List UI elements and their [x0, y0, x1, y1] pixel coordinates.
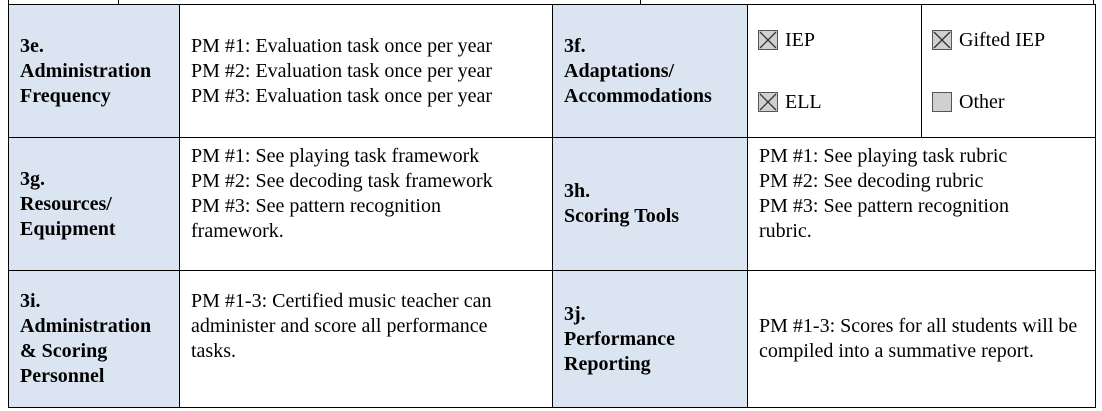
scoring-tools-content [748, 138, 1096, 271]
checked-box-icon[interactable] [932, 30, 952, 50]
table-row [9, 271, 1096, 408]
administration-frequency-content [180, 5, 553, 138]
section-number: 3g. [20, 167, 45, 190]
checkbox-label: Other [959, 90, 1005, 113]
table-row [9, 138, 1096, 271]
pm-line: PM #2: See decoding task framework [191, 170, 493, 192]
section-number: 3f. [564, 34, 586, 57]
pm-line: PM #1: See playing task rubric [759, 145, 1008, 167]
section-title-line: Administration [20, 59, 152, 82]
section-number: 3h. [564, 180, 591, 202]
section-title-line: Adaptations/ [564, 59, 675, 82]
checkbox-label: Gifted IEP [959, 28, 1046, 51]
checkbox-ell[interactable] [758, 87, 921, 117]
section-title-line: Equipment [20, 217, 116, 240]
unchecked-box-icon[interactable] [932, 92, 952, 112]
section-title-line: Reporting [564, 352, 651, 375]
section-title-line: & Scoring [20, 340, 108, 362]
section-title-line: Performance [564, 327, 676, 350]
pm-line: PM #1: See playing task framework [191, 145, 480, 167]
resources-equipment-label [9, 138, 180, 271]
section-title-line: Resources/ [20, 192, 112, 215]
performance-reporting-content [748, 271, 1096, 408]
personnel-text: PM #1-3: Certified music teacher can administer and score all performance tasks. [191, 290, 492, 362]
section-title-line: Accommodations [564, 84, 712, 107]
reporting-text: PM #1-3: Scores for all students will be compiled into a summative report. [759, 315, 1078, 362]
section-number: 3e. [20, 34, 44, 57]
scoring-tools-label [553, 138, 748, 271]
pm-line: PM #1: Evaluation task once per year [191, 34, 493, 57]
resources-equipment-content [180, 138, 553, 271]
administration-frequency-label [9, 5, 180, 138]
pm-line: PM #2: Evaluation task once per year [191, 59, 493, 82]
table-row [9, 5, 1096, 138]
checked-box-icon[interactable] [758, 92, 778, 112]
administration-scoring-personnel-content [180, 271, 553, 408]
section-title-line: Scoring Tools [564, 205, 680, 227]
section-number: 3i. [20, 290, 41, 312]
pm-line: PM #3: See pattern recognition framework. [191, 195, 441, 242]
performance-reporting-label [553, 271, 748, 408]
accommodations-column-2 [922, 5, 1096, 138]
checkbox-iep[interactable] [758, 25, 921, 55]
checkbox-label: IEP [785, 28, 815, 51]
pm-line: PM #3: See pattern recognition rubric. [759, 195, 1009, 242]
administration-scoring-personnel-label [9, 271, 180, 408]
section-title-line: Frequency [20, 84, 111, 107]
pm-line: PM #2: See decoding rubric [759, 170, 984, 192]
checkbox-other[interactable] [932, 87, 1095, 117]
accommodations-column-1 [748, 5, 922, 138]
checkbox-gifted-iep[interactable] [932, 25, 1095, 55]
assessment-plan-table [8, 4, 1096, 408]
section-title-line: Administration [20, 315, 152, 337]
pm-line: PM #3: Evaluation task once per year [191, 84, 493, 107]
checkbox-label: ELL [785, 90, 822, 113]
section-number: 3j. [564, 302, 586, 325]
adaptations-accommodations-label [553, 5, 748, 138]
section-title-line: Personnel [20, 365, 105, 387]
checked-box-icon[interactable] [758, 30, 778, 50]
